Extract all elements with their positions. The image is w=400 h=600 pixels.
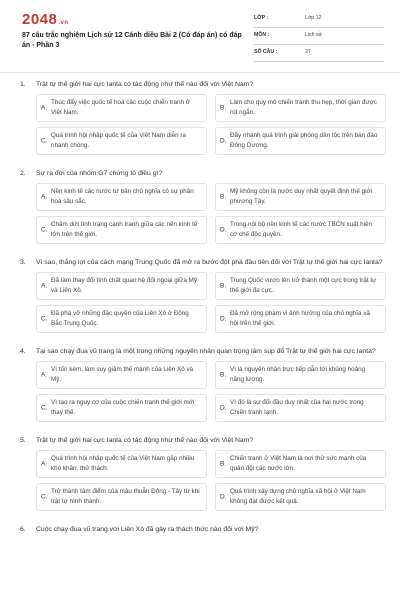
question-2 <box>20 168 386 244</box>
option-letter: B. <box>220 193 227 201</box>
meta-key: MÔN : <box>254 32 270 38</box>
option-letter: C. <box>41 404 48 412</box>
option-d[interactable] <box>215 216 386 244</box>
question-number: 5. <box>20 437 26 444</box>
meta-row-subject <box>254 28 384 45</box>
question-number: 1. <box>20 81 26 88</box>
option-text: Quá trình hội nhập quốc tế của Việt Nam diễn ra nhanh chóng. <box>51 132 187 149</box>
option-d[interactable] <box>215 394 386 422</box>
question-prompt: Tại sao chạy đua vũ trang là một trong những nguyên nhân quan trọng làm sụp đổ Trật tự thế giới hai cực Ianta? <box>36 348 376 355</box>
option-letter: B. <box>220 104 227 112</box>
meta-row-count <box>254 45 384 62</box>
option-letter: B. <box>220 282 227 290</box>
answer-options <box>36 183 386 244</box>
option-b[interactable] <box>215 272 386 300</box>
option-d[interactable] <box>215 305 386 333</box>
option-letter: D. <box>220 493 227 501</box>
question-text <box>20 79 386 90</box>
meta-value: 27 <box>305 49 311 55</box>
option-c[interactable] <box>36 216 207 244</box>
answer-options <box>36 450 386 511</box>
option-text: Đã làm thay đổi tính chất quan hệ đối ngoại giữa Mỹ và Liên Xô. <box>51 277 197 294</box>
option-b[interactable] <box>215 183 386 211</box>
option-letter: D. <box>220 226 227 234</box>
option-text: Mỹ không còn là nước duy nhất quyết định thế giới phương Tây. <box>230 188 372 205</box>
option-text: Làm cho quy mô chiến tranh thu hẹp, thời gian được rút ngắn. <box>230 99 377 116</box>
meta-value: Lớp 12 <box>305 15 322 21</box>
question-text <box>20 346 386 357</box>
option-letter: A. <box>41 104 48 112</box>
option-letter: D. <box>220 315 227 323</box>
option-letter: A. <box>41 460 48 468</box>
question-4 <box>20 346 386 422</box>
page-title: 87 câu trắc nghiệm Lịch sử 12 Cánh diều Bài 2 (Có đáp án) có đáp án - Phần 3 <box>22 32 242 49</box>
option-c[interactable] <box>36 127 207 155</box>
option-a[interactable] <box>36 361 207 389</box>
option-text: Vì là nguyên nhân trực tiếp dẫn tới khủng hoảng năng lượng. <box>230 366 366 383</box>
meta-row-class <box>254 11 384 28</box>
option-c[interactable] <box>36 394 207 422</box>
option-letter: C. <box>41 315 48 323</box>
site-logo[interactable] <box>22 11 69 28</box>
option-b[interactable] <box>215 361 386 389</box>
question-text <box>20 524 386 535</box>
question-number: 2. <box>20 170 26 177</box>
question-prompt: Trật tự thế giới hai cực Ianta có tác động như thế nào đối với Việt Nam? <box>36 437 254 444</box>
option-text: Đẩy nhanh quá trình giải phóng dân tộc trên bán đảo Đông Dương. <box>230 132 378 149</box>
meta-value: Lịch sử <box>305 32 323 38</box>
question-list <box>0 79 400 548</box>
question-prompt: Trật tự thế giới hai cực Ianta có tác động như thế nào đối với Việt Nam? <box>36 81 254 88</box>
question-6 <box>20 524 386 535</box>
question-text <box>20 168 386 179</box>
question-number: 4. <box>20 348 26 355</box>
option-letter: C. <box>41 226 48 234</box>
question-prompt: Sự ra đời của nhóm G7 chứng tỏ điều gì? <box>36 170 163 177</box>
option-text: Thúc đẩy việc quốc tế hoá các cuộc chiến tranh ở Việt Nam. <box>51 99 190 116</box>
question-text <box>20 435 386 446</box>
logo-main-text: 2048 <box>22 11 58 28</box>
option-d[interactable] <box>215 483 386 511</box>
option-b[interactable] <box>215 94 386 122</box>
option-text: Đã mở rộng phạm vi ảnh hưởng của chủ nghĩa xã hội trên thế giới. <box>230 310 370 327</box>
meta-key: LỚP : <box>254 15 269 21</box>
option-text: Trong nội bộ nền kinh tế các nước TBCN xuất hiện cơ chế độc quyền. <box>230 221 373 238</box>
option-text: Chấm dứt tình trạng cạnh tranh giữa các nền kinh tế lớn trên thế giới. <box>51 221 198 238</box>
option-letter: A. <box>41 282 48 290</box>
option-text: Đã phá vỡ những đặc quyền của Liên Xô ở Đông Bắc Trung Quốc. <box>51 310 189 327</box>
option-a[interactable] <box>36 450 207 478</box>
option-text: Nền kinh tế các nước tư bản chủ nghĩa có sự phân hoá sâu sắc. <box>51 188 194 205</box>
option-letter: B. <box>220 460 227 468</box>
question-prompt: Cuộc chạy đua vũ trang với Liên Xô đã gây ra thách thức nào đối với Mỹ? <box>36 526 259 533</box>
option-text: Chiến tranh ở Việt Nam là nơi thử sức mạnh của quân đội các nước lớn. <box>230 455 367 472</box>
logo-tld-text: .vn <box>58 20 69 26</box>
option-letter: D. <box>220 137 227 145</box>
option-letter: C. <box>41 137 48 145</box>
question-5 <box>20 435 386 511</box>
option-c[interactable] <box>36 305 207 333</box>
option-text: Quá trình hội nhập quốc tế của Việt Nam gặp nhiều khó khăn, thử thách. <box>51 455 195 472</box>
question-number: 3. <box>20 259 26 266</box>
option-text: Vì đó là sự đối đầu duy nhất của hai nước trong Chiến tranh lạnh. <box>230 399 364 416</box>
header-divider <box>0 72 400 73</box>
answer-options <box>36 94 386 155</box>
option-a[interactable] <box>36 183 207 211</box>
option-text: Trung Quốc vươn lên trở thành một cực trong trật tự thế giới đa cực. <box>230 277 377 294</box>
option-a[interactable] <box>36 272 207 300</box>
meta-info <box>254 11 384 62</box>
question-number: 6. <box>20 526 26 533</box>
question-text <box>20 257 386 268</box>
meta-key: SỐ CÂU : <box>254 49 278 55</box>
option-letter: C. <box>41 493 48 501</box>
option-letter: A. <box>41 193 48 201</box>
option-letter: B. <box>220 371 227 379</box>
option-letter: D. <box>220 404 227 412</box>
answer-options <box>36 272 386 333</box>
option-d[interactable] <box>215 127 386 155</box>
option-text: Vì tạo ra nguy cơ của cuộc chiến tranh thế giới mới thay thế. <box>51 399 195 416</box>
option-c[interactable] <box>36 483 207 511</box>
option-text: Vì tốn kém, làm suy giảm thế mạnh của Liên Xô và Mỹ. <box>51 366 194 383</box>
option-text: Trở thành tâm điểm của mâu thuẫn Đông - Tây từ khi trật tự hình thành. <box>51 488 200 505</box>
question-prompt: Vì sao, thắng lợi của cách mạng Trung Quốc đã mở ra bước đột phá đầu tiên đối với Trật tự thế giới hai cực Ianta? <box>36 259 383 266</box>
question-3 <box>20 257 386 333</box>
option-text: Quá trình xây dựng chủ nghĩa xã hội ở Việt Nam không đạt được kết quả. <box>230 488 366 505</box>
question-1 <box>20 79 386 155</box>
option-a[interactable] <box>36 94 207 122</box>
option-b[interactable] <box>215 450 386 478</box>
header <box>22 11 384 63</box>
option-letter: A. <box>41 371 48 379</box>
answer-options <box>36 361 386 422</box>
